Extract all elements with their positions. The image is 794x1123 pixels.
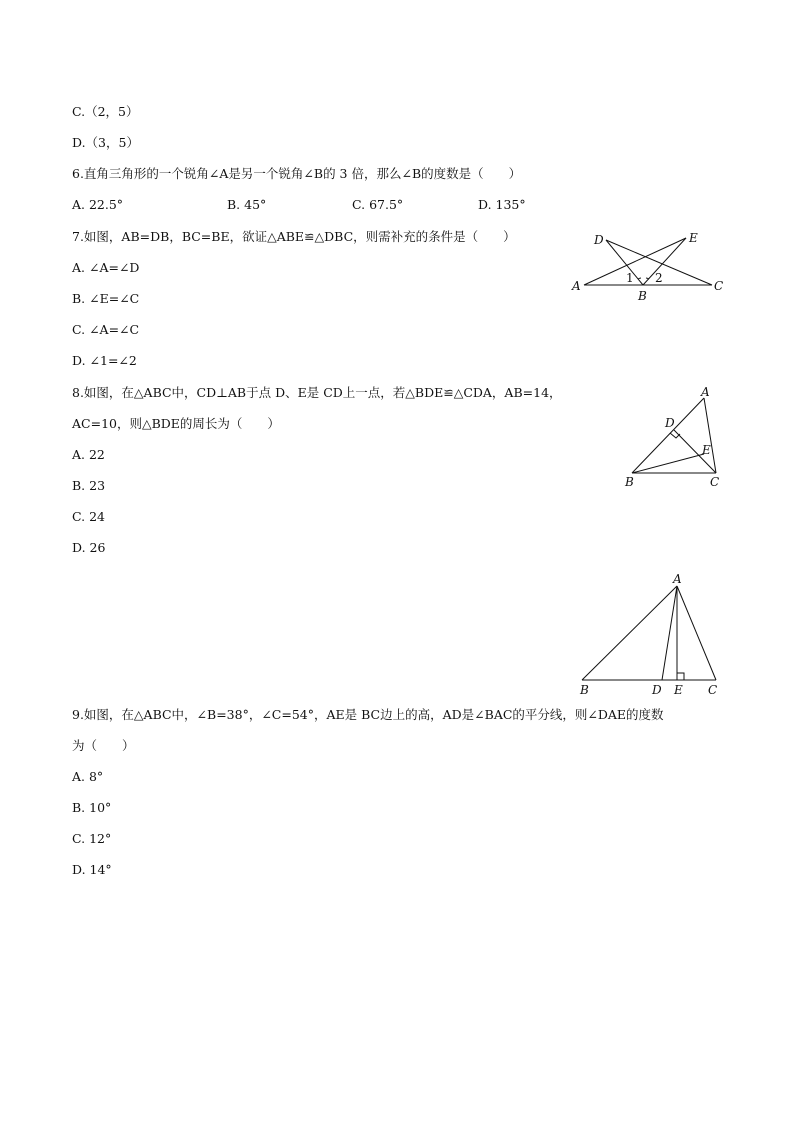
q5-option-d: D.（3，5）	[72, 135, 139, 150]
q8-right-angle-mark	[670, 433, 680, 438]
q9-line-ba	[582, 586, 677, 680]
q6-option-a: A. 22.5°	[72, 197, 124, 212]
q7-angle1-arc	[638, 278, 641, 279]
q9-label-d: D	[652, 683, 662, 697]
q9-label-a: A	[673, 572, 682, 586]
q8-line-ba	[632, 398, 704, 473]
q7-label-2: 2	[655, 271, 663, 285]
q9-label-c: C	[708, 683, 718, 697]
q8-stem-line1: 8.如图，在△ABC中，CD⊥AB于点 D、E是 CD上一点，若△BDE≌△CDA，AB=14，	[72, 385, 562, 400]
q7-line-eb	[643, 238, 686, 285]
q9-option-c: C. 12°	[72, 831, 112, 846]
q9-stem-line1: 9.如图，在△ABC中，∠B=38°，∠C=54°，AE是 BC边上的高，AD是∠BAC的平分线，则∠DAE的度数	[72, 707, 664, 722]
q9-line-ac	[677, 586, 716, 680]
q8-label-e: E	[702, 443, 711, 457]
q7-label-1: 1	[626, 271, 634, 285]
q8-line-ac	[704, 398, 716, 473]
q6-option-d: D. 135°	[478, 197, 526, 212]
q9-option-a: A. 8°	[72, 769, 104, 784]
q8-line-be	[632, 454, 704, 473]
q9-option-b: B. 10°	[72, 800, 112, 815]
q9-label-e: E	[674, 683, 683, 697]
q6-option-c: C. 67.5°	[352, 197, 404, 212]
q7-option-d: D. ∠1=∠2	[72, 353, 137, 368]
q7-label-c: C	[714, 279, 724, 293]
q7-option-c: C. ∠A=∠C	[72, 322, 140, 337]
q9-right-angle-mark	[677, 673, 684, 680]
q8-label-a: A	[701, 385, 710, 399]
q8-option-c: C. 24	[72, 509, 105, 524]
q7-label-b: B	[638, 289, 647, 303]
q7-label-a: A	[572, 279, 581, 293]
q6-option-b: B. 45°	[227, 197, 267, 212]
q8-option-a: A. 22	[72, 447, 105, 462]
q9-label-b: B	[580, 683, 589, 697]
q9-figure	[574, 570, 724, 700]
q7-line-db	[606, 240, 643, 285]
q7-figure	[566, 226, 726, 306]
q5-option-c: C.（2，5）	[72, 104, 139, 119]
q8-option-d: D. 26	[72, 540, 106, 555]
q8-label-c: C	[710, 475, 720, 489]
q7-label-d: D	[594, 233, 604, 247]
q8-stem-line2: AC=10，则△BDE的周长为（ ）	[72, 416, 280, 431]
q9-option-d: D. 14°	[72, 862, 112, 877]
q7-option-b: B. ∠E=∠C	[72, 291, 140, 306]
q9-stem-line2: 为（ ）	[72, 738, 135, 753]
q7-angle2-arc	[646, 278, 649, 279]
q8-option-b: B. 23	[72, 478, 106, 493]
q8-label-b: B	[625, 475, 634, 489]
q8-figure	[622, 382, 732, 492]
q9-line-ad	[662, 586, 677, 680]
q8-label-d: D	[665, 416, 675, 430]
q7-stem: 7.如图，AB=DB，BC=BE，欲证△ABE≌△DBC，则需补充的条件是（ ）	[72, 229, 516, 244]
q7-label-e: E	[689, 231, 698, 245]
q6-stem: 6.直角三角形的一个锐角∠A是另一个锐角∠B的 3 倍，那么∠B的度数是（ ）	[72, 166, 522, 181]
q7-option-a: A. ∠A=∠D	[72, 260, 140, 275]
